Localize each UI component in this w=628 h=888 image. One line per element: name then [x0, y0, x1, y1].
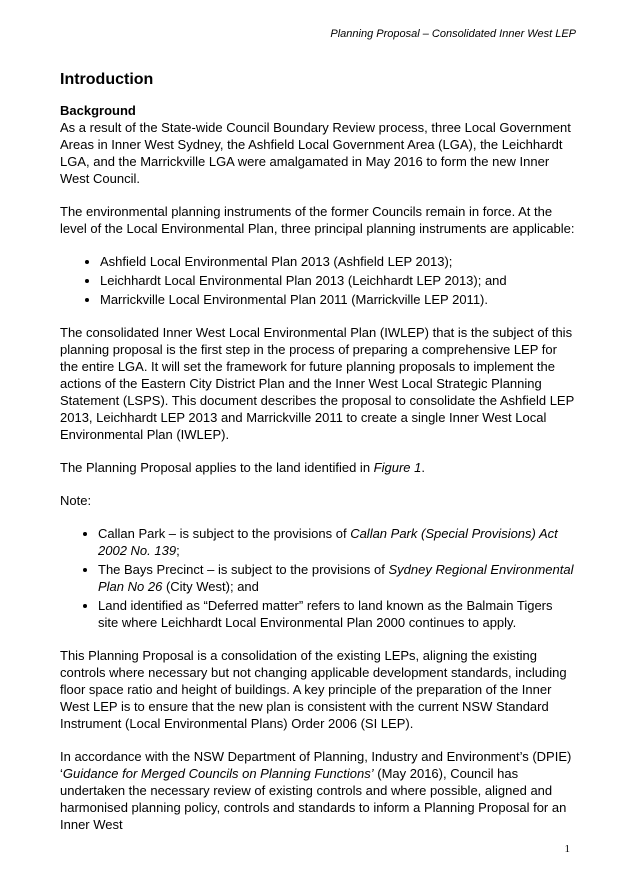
text-run: . [421, 460, 425, 475]
section-title: Introduction [60, 71, 154, 88]
text-run: The Bays Precinct – is subject to the provisions of [98, 562, 389, 577]
text-run: (City West); and [162, 579, 259, 594]
instruments-list [60, 253, 576, 308]
running-header: Planning Proposal – Consolidated Inner West LEP [330, 28, 576, 40]
notes-list [60, 525, 576, 631]
guidance-title: Guidance for Merged Councils on Planning Functions’ [62, 766, 374, 781]
paragraph-iwlep: The consolidated Inner West Local Environmental Plan (IWLEP) that is the subject of this planning proposal is the first step in the process of preparing a comprehensive LEP for the entire LGA. It will set the framework for future planning proposals to implement the actions of the Eastern City District Plan and the Inner West Local Strategic Planning Statement (LSPS). This document describes the proposal to consolidate the Ashfield LEP 2013, Leichhardt LEP 2013 and Marrickville 2011 to create a single Inner West Local Environmental Plan (IWLEP). [60, 325, 575, 442]
paragraph-consolidation: This Planning Proposal is a consolidation of the existing LEPs, aligning the existing controls where necessary but not changing applicable development standards, including floor space ratio and height of buildings. A key principle of the preparation of the Inner West LEP is to ensure that the new plan is consistent with the current NSW Standard Instrument (Local Environmental Plans) Order 2006 (SI LEP). [60, 648, 567, 731]
list-item: • Leichhardt Local Environmental Plan 2013 (Leichhardt LEP 2013); and [100, 272, 576, 289]
note-label: Note: [60, 493, 92, 508]
paragraph-amalgamation: As a result of the State-wide Council Boundary Review process, three Local Government Areas in Inner West Sydney, the Ashfield Local Government Area (LGA), the Leichhardt LGA, and the Marrickville LGA were amalgamated in May 2016 to form the new Inner West Council. [60, 120, 571, 186]
page-number: 1 [564, 843, 570, 855]
text-run: Land identified as “Deferred matter” refers to land known as the Balmain Tigers site where Leichhardt Local Environmental Plan 2000 continues to apply. [98, 598, 553, 630]
list-item: • Marrickville Local Environmental Plan 2011 (Marrickville LEP 2011). [100, 291, 576, 308]
text-run: Callan Park – is subject to the provisions of [98, 526, 351, 541]
paragraph-land-applies [60, 459, 576, 476]
text-run: In accordance with the NSW Department of Planning, Industry and Environment’s (DPIE) ‘ [60, 749, 572, 781]
page-content [60, 70, 576, 849]
list-item [98, 597, 576, 631]
list-item [98, 561, 576, 595]
figure-reference: Figure 1 [373, 460, 422, 475]
plan-title: Sydney Regional Environmental Plan No 26 [98, 562, 574, 594]
subheading-background: Background [60, 103, 136, 118]
paragraph-guidance [60, 748, 576, 833]
text-run: ; [176, 543, 180, 558]
text-run: The Planning Proposal applies to the land identified in [60, 460, 374, 475]
list-item: • Ashfield Local Environmental Plan 2013 (Ashfield LEP 2013); [100, 253, 576, 270]
text-run: (May 2016), Council has undertaken the necessary review of existing controls and where possible, aligned and harmonised planning policy, controls and standards to inform a Planning Proposal for an Inner West [60, 766, 567, 832]
paragraph-instruments-intro: The environmental planning instruments of the former Councils remain in force. At the level of the Local Environmental Plan, three principal planning instruments are applicable: [60, 204, 575, 236]
act-title: Callan Park (Special Provisions) Act 2002 No. 139 [98, 526, 558, 558]
list-item [98, 525, 576, 559]
